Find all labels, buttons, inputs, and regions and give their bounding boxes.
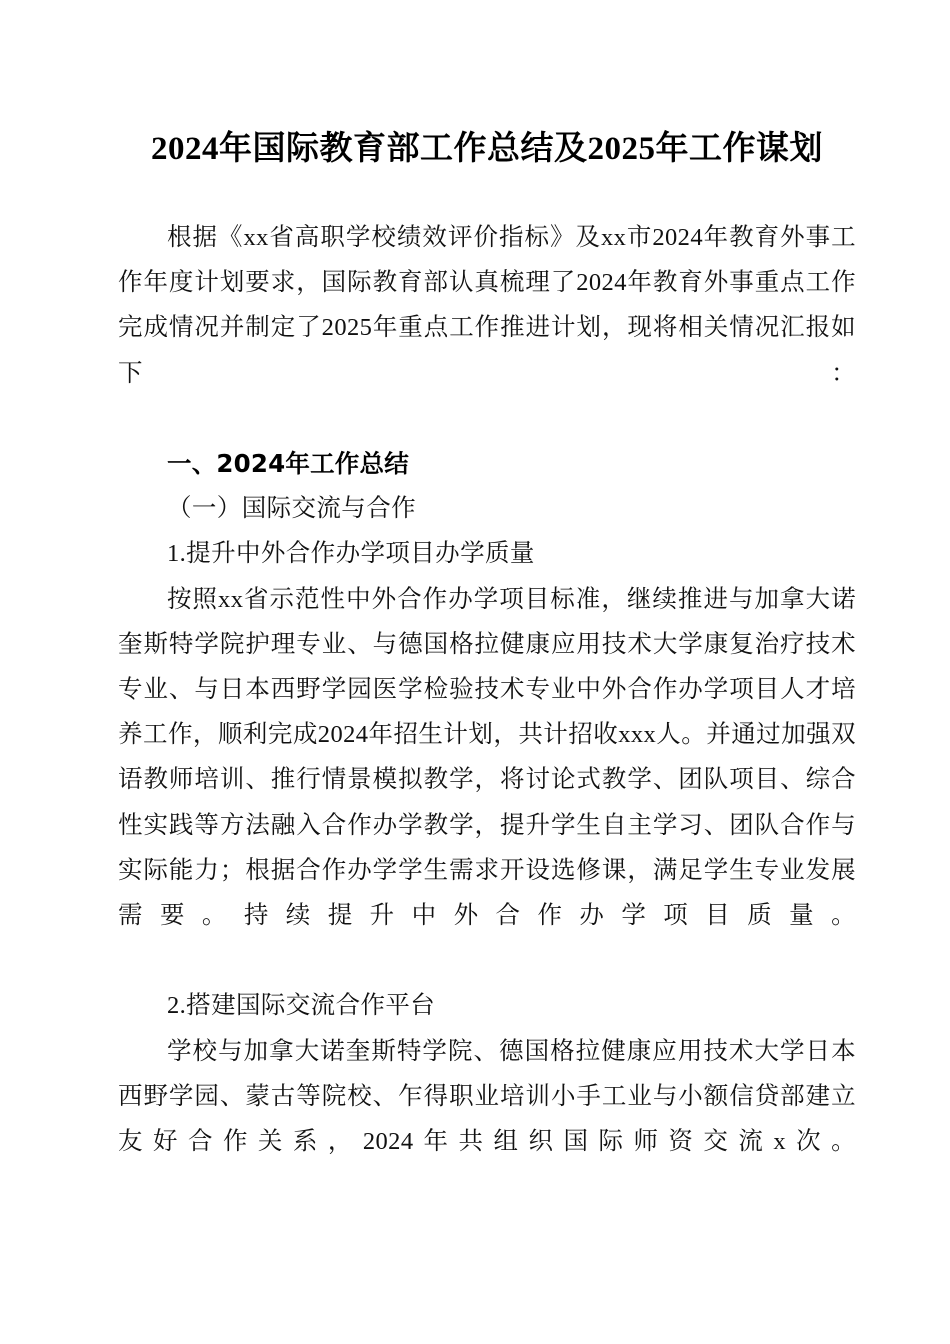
paragraph-intro: 根据《xx省高职学校绩效评价指标》及xx市2024年教育外事工作年度计划要求，国际教育部认真梳理了2024年教育外事重点工作完成情况并制定了2025年重点工作推进计划，现将相关情况汇报如下： xyxy=(118,224,856,387)
page-title: 2024年国际教育部工作总结及2025年工作谋划 xyxy=(151,131,823,167)
document-content xyxy=(118,0,856,1209)
heading-item-1: 1.提升中外合作办学项目办学质量 xyxy=(167,540,535,568)
heading-item-2: 2.搭建国际交流合作平台 xyxy=(167,992,436,1020)
heading-section-1: 一、2024年工作总结 xyxy=(167,449,409,479)
paragraph-item-1-body: 按照xx省示范性中外合作办学项目标准，继续推进与加拿大诺奎斯特学院护理专业、与德国格拉健康应用技术大学康复治疗技术专业、与日本西野学园医学检验技术专业中外合作办学项目人才培养工作，顺利完成2024年招生计划，共计招收xxx人。并通过加强双语教师培训、推行情景模拟教学，将讨论式教学、团队项目、综合性实践等方法融入合作办学教学，提升学生自主学习、团队合作与实际能力；根据合作办学学生需求开设选修课，满足学生专业发展需要。持续提升中外合作办学项目质量。 xyxy=(118,585,856,930)
paragraph-item-2-body: 学校与加拿大诺奎斯特学院、德国格拉健康应用技术大学日本西野学园、蒙古等院校、乍得职业培训小手工业与小额信贷部建立友好合作关系，2024年共组织国际师资交流x次。 xyxy=(118,1037,856,1156)
heading-section-1-1: （一）国际交流与合作 xyxy=(167,495,416,523)
